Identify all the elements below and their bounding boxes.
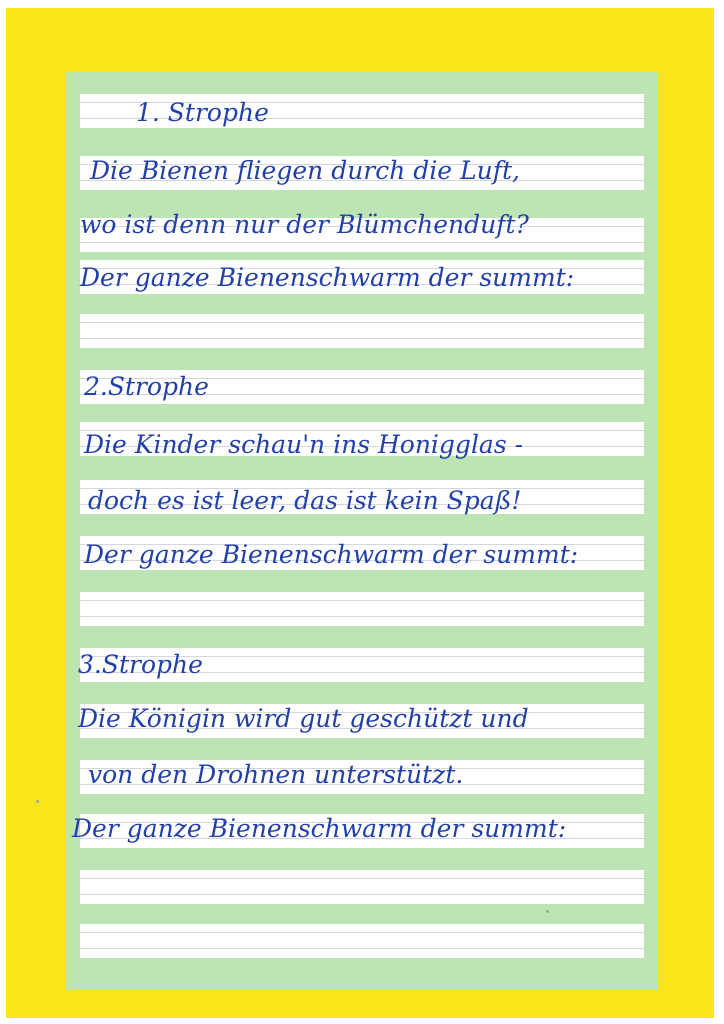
verse-line: Der ganze Bienenschwarm der summt: [84,540,579,569]
paper-speck [546,910,549,913]
verse-line: Der ganze Bienenschwarm der summt: [72,814,567,843]
strophe-heading: 2.Strophe [84,372,209,401]
verse-line: Die Königin wird gut geschützt und [78,704,529,733]
verse-line: doch es ist leer, das ist kein Spaß! [88,486,522,515]
verse-line: Die Kinder schau'n ins Honigglas - [84,430,524,459]
verse-line: wo ist denn nur der Blümchenduft? [80,210,529,239]
verse-line: Die Bienen fliegen durch die Luft, [90,156,520,185]
ruled-line [80,870,644,904]
ruled-line [80,924,644,958]
strophe-heading: 3.Strophe [78,650,203,679]
strophe-heading: 1. Strophe [136,98,269,127]
paper-speck [36,800,39,803]
verse-line: Der ganze Bienenschwarm der summt: [80,263,575,292]
ruled-line [80,314,644,348]
ruled-line [80,592,644,626]
verse-line: von den Drohnen unterstützt. [88,760,464,789]
